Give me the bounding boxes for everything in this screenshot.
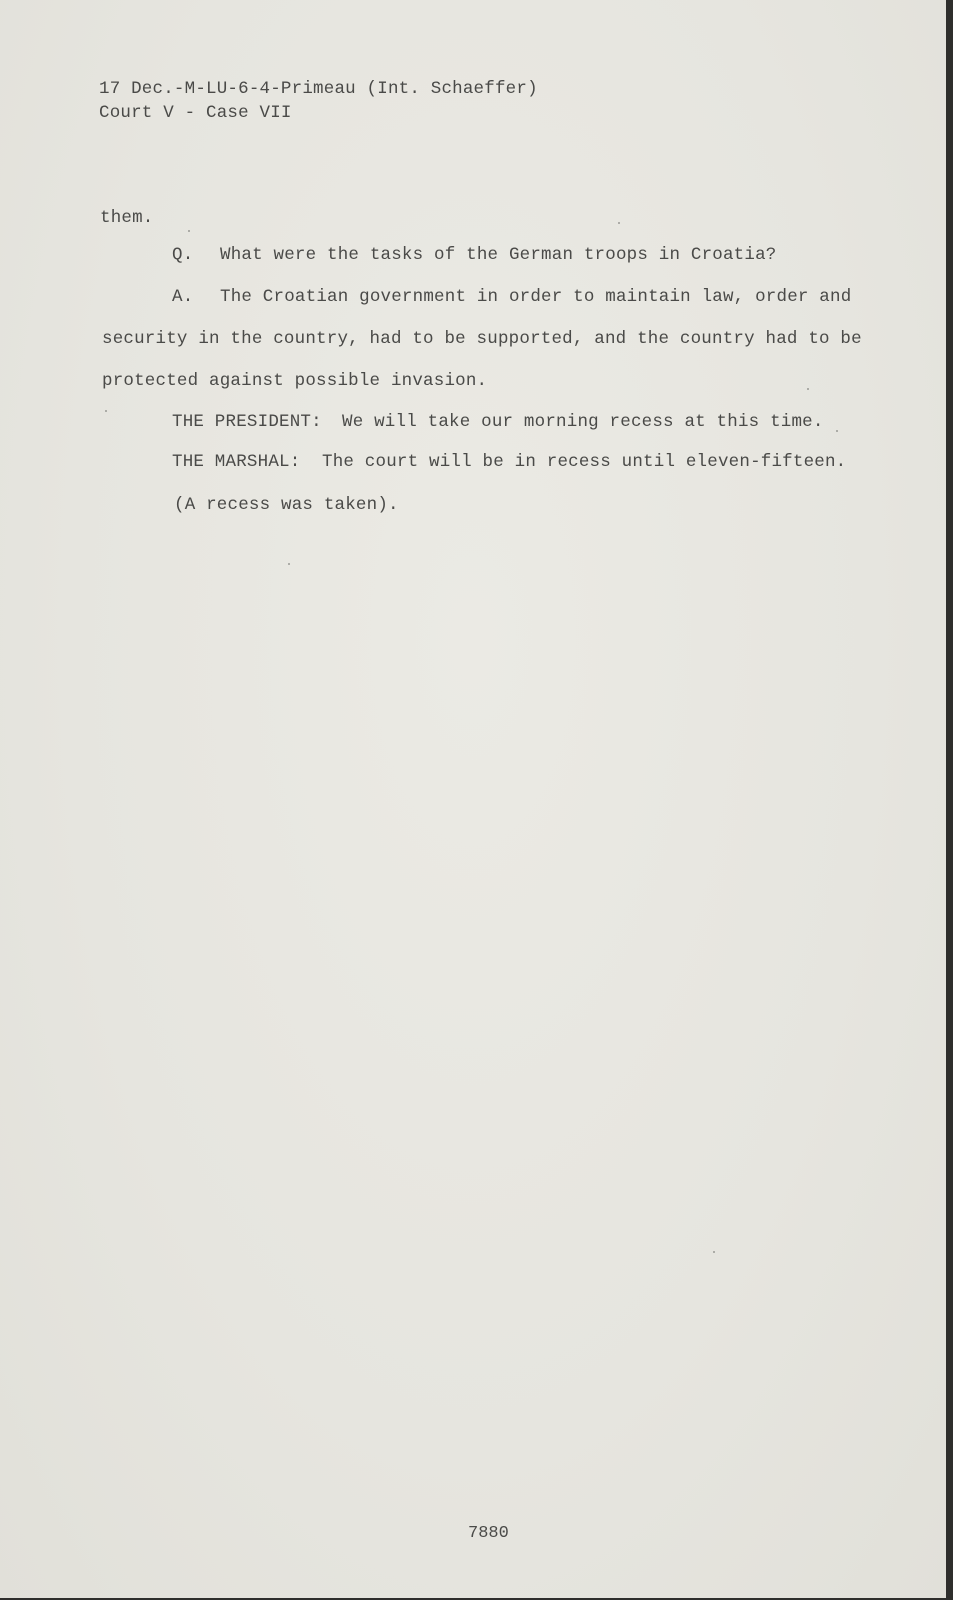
answer-text-1: The Croatian government in order to maintain law, order and xyxy=(220,287,852,307)
scan-border-right xyxy=(946,0,953,1600)
marshal-text: The court will be in recess until eleven-fifteen. xyxy=(322,452,847,472)
paper-speck xyxy=(188,230,190,232)
president-text: We will take our morning recess at this time. xyxy=(342,412,824,432)
answer-line-1 xyxy=(172,286,851,308)
question-label: Q. xyxy=(172,245,194,265)
paper-speck xyxy=(618,222,620,224)
marshal-speaker: THE MARSHAL: xyxy=(172,452,301,472)
recess-note: (A recess was taken). xyxy=(174,495,399,515)
answer-label: A. xyxy=(172,287,194,307)
answer-line-3: protected against possible invasion. xyxy=(102,371,488,391)
question-line xyxy=(172,244,777,266)
question-text: What were the tasks of the German troops in Croatia? xyxy=(220,245,777,265)
paper-speck xyxy=(105,410,107,412)
page-number: 7880 xyxy=(468,1524,509,1543)
continuation-text: them. xyxy=(100,208,154,228)
header-line-1: 17 Dec.-M-LU-6-4-Primeau (Int. Schaeffer) xyxy=(99,79,538,99)
header-line-2: Court V - Case VII xyxy=(99,103,292,123)
marshal-statement xyxy=(172,451,846,473)
paper-speck xyxy=(807,388,809,390)
president-speaker: THE PRESIDENT: xyxy=(172,412,322,432)
paper-speck xyxy=(836,430,838,432)
paper-speck xyxy=(288,563,290,565)
answer-line-2: security in the country, had to be supported, and the country had to be xyxy=(102,329,862,349)
president-statement xyxy=(172,411,824,433)
paper-speck xyxy=(713,1251,715,1253)
